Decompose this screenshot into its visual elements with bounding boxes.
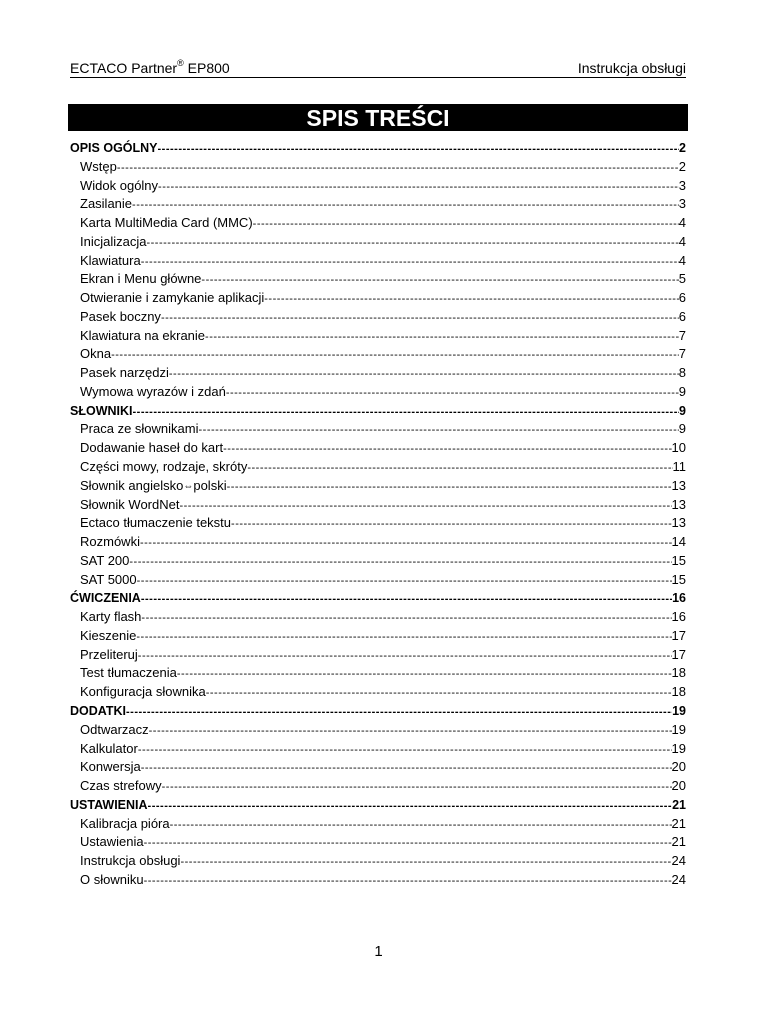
toc-section-entry[interactable] <box>70 702 686 721</box>
toc-entry[interactable] <box>70 214 686 233</box>
toc-page-number: 19 <box>671 721 686 737</box>
toc-entry[interactable] <box>70 740 686 759</box>
toc-entry[interactable] <box>70 777 686 796</box>
toc-page-number: 7 <box>678 346 686 362</box>
toc-entry[interactable] <box>70 871 686 890</box>
dot-leader <box>144 872 672 890</box>
toc-entry-label: Konwersja <box>80 759 141 775</box>
toc-page-number: 18 <box>671 684 686 700</box>
toc-entry[interactable] <box>70 552 686 571</box>
dot-leader <box>227 478 672 496</box>
toc-entry-label: SŁOWNIKI <box>70 403 133 418</box>
header-product-name <box>70 60 230 76</box>
toc-entry-label: Kieszenie <box>80 627 137 643</box>
toc-page-number: 6 <box>678 290 686 306</box>
toc-page-number: 20 <box>671 759 686 775</box>
toc-page-number: 5 <box>678 271 686 287</box>
toc-entry-label: Słownik WordNet <box>80 496 180 512</box>
toc-entry-label: Ectaco tłumaczenie tekstu <box>80 515 232 531</box>
toc-entry[interactable] <box>70 664 686 683</box>
toc-page-number: 14 <box>671 534 686 550</box>
toc-page-number: 20 <box>671 778 686 794</box>
dot-leader <box>148 797 673 815</box>
toc-entry-label: SAT 200 <box>80 552 130 568</box>
dot-leader <box>138 741 672 759</box>
toc-page-number: 17 <box>671 627 686 643</box>
toc-entry[interactable] <box>70 571 686 590</box>
dot-leader <box>161 309 679 327</box>
toc-entry[interactable] <box>70 646 686 665</box>
toc-entry-label: Kalibracja pióra <box>80 815 170 831</box>
toc-entry-label: Widok ogólny <box>80 177 159 193</box>
dot-leader <box>140 534 672 552</box>
toc-page-number: 4 <box>678 215 686 231</box>
registered-mark: ® <box>177 58 184 68</box>
toc-entry-label: Klawiatura na ekranie <box>80 327 206 343</box>
toc-entry[interactable] <box>70 608 686 627</box>
toc-page-number: 24 <box>671 853 686 869</box>
toc-page-number: 2 <box>679 141 686 155</box>
toc-entry[interactable] <box>70 327 686 346</box>
dot-leader <box>223 440 671 458</box>
toc-page-number: 3 <box>678 196 686 212</box>
toc-page-number: 18 <box>671 665 686 681</box>
toc-entry-label: Pasek narzędzi <box>80 365 169 381</box>
toc-entry[interactable] <box>70 420 686 439</box>
toc-entry-label: Wstęp <box>80 158 117 174</box>
toc-entry-label: Test tłumaczenia <box>80 665 177 681</box>
toc-page-number: 8 <box>678 365 686 381</box>
page-header <box>70 60 686 78</box>
toc-entry-label: DODATKI <box>70 703 127 718</box>
toc-page-number: 6 <box>678 308 686 324</box>
dot-leader <box>141 759 672 777</box>
toc-entry-label: Rozmówki <box>80 534 140 550</box>
dot-leader <box>162 778 672 796</box>
toc-page-number: 21 <box>671 834 686 850</box>
toc-entry-label: ĆWICZENIA <box>70 591 141 606</box>
dot-leader <box>141 609 671 627</box>
toc-entry-label: Okna <box>80 346 112 362</box>
header-model: EP800 <box>183 60 230 76</box>
toc-entry[interactable] <box>70 683 686 702</box>
dot-leader <box>133 403 680 421</box>
toc-page-number: 4 <box>678 252 686 268</box>
dot-leader <box>136 628 671 646</box>
dot-leader <box>201 271 678 289</box>
toc-entry-label: Dodawanie haseł do kart <box>80 440 224 456</box>
toc-entry[interactable] <box>70 252 686 271</box>
dot-leader <box>177 665 672 683</box>
dot-leader <box>141 590 672 608</box>
toc-entry-label: Karty flash <box>80 609 142 625</box>
toc-entry-label: Instrukcja obsługi <box>80 853 181 869</box>
dot-leader <box>205 328 679 346</box>
toc-page-number: 13 <box>671 515 686 531</box>
toc-entry-label: Inicjalizacja <box>80 233 147 249</box>
toc-entry-label-part: polski <box>193 477 227 493</box>
toc-entry-label: Klawiatura <box>80 252 141 268</box>
table-of-contents <box>70 139 686 890</box>
toc-section-entry[interactable] <box>70 402 686 421</box>
dot-leader <box>146 234 678 252</box>
toc-entry[interactable] <box>70 270 686 289</box>
toc-entry[interactable] <box>70 721 686 740</box>
toc-page-number: 2 <box>678 158 686 174</box>
toc-page-number: 19 <box>672 703 686 718</box>
dot-leader <box>132 196 679 214</box>
toc-page-number: 24 <box>671 871 686 887</box>
toc-entry[interactable] <box>70 627 686 646</box>
dot-leader <box>180 853 671 871</box>
toc-entry-label: Ustawienia <box>80 834 144 850</box>
toc-entry-label: Otwieranie i zamykanie aplikacji <box>80 290 265 306</box>
toc-entry-label: USTAWIENIA <box>70 797 148 812</box>
toc-entry-label: Ekran i Menu główne <box>80 271 202 287</box>
dot-leader <box>206 684 672 702</box>
toc-entry-label: O słowniku <box>80 871 144 887</box>
toc-page-number: 9 <box>679 403 686 418</box>
toc-entry[interactable] <box>70 496 686 515</box>
page-number: 1 <box>374 943 383 960</box>
dot-leader <box>111 346 679 364</box>
toc-entry-label: Konfiguracja słownika <box>80 684 206 700</box>
toc-entry[interactable] <box>70 289 686 308</box>
toc-entry[interactable] <box>70 514 686 533</box>
toc-entry-label: OPIS OGÓLNY <box>70 141 158 155</box>
toc-entry[interactable] <box>70 308 686 327</box>
toc-page-number: 15 <box>671 571 686 587</box>
toc-entry[interactable] <box>70 439 686 458</box>
toc-entry[interactable] <box>70 477 686 496</box>
dot-leader <box>158 140 680 158</box>
dot-leader <box>264 290 679 308</box>
dot-leader <box>169 365 679 383</box>
dot-leader <box>117 159 679 177</box>
toc-entry[interactable] <box>70 458 686 477</box>
dot-leader <box>158 178 679 196</box>
toc-page-number: 21 <box>672 797 686 812</box>
toc-entry-label <box>80 477 227 496</box>
toc-page-number: 7 <box>678 327 686 343</box>
toc-entry-label: Pasek boczny <box>80 308 161 324</box>
toc-entry[interactable] <box>70 833 686 852</box>
toc-entry[interactable] <box>70 177 686 196</box>
dot-leader <box>253 215 679 233</box>
dot-leader <box>129 553 671 571</box>
toc-entry-label: Odtwarzacz <box>80 721 149 737</box>
toc-page-number: 3 <box>678 177 686 193</box>
toc-page-number: 13 <box>671 496 686 512</box>
header-brand: ECTACO Partner <box>70 60 178 76</box>
header-manual-title: Instrukcja obsługi <box>577 60 686 76</box>
toc-entry[interactable] <box>70 158 686 177</box>
toc-entry[interactable] <box>70 533 686 552</box>
dot-leader <box>199 421 679 439</box>
toc-entry-label: Karta MultiMedia Card (MMC) <box>80 215 253 231</box>
dot-leader <box>170 816 672 834</box>
toc-entry[interactable] <box>70 195 686 214</box>
toc-page-number: 4 <box>678 233 686 249</box>
dot-leader <box>144 834 672 852</box>
toc-entry[interactable] <box>70 233 686 252</box>
toc-page-number: 13 <box>671 477 686 493</box>
toc-page-number: 19 <box>671 740 686 756</box>
toc-page-number: 17 <box>671 646 686 662</box>
toc-entry[interactable] <box>70 758 686 777</box>
toc-page-number: 16 <box>671 609 686 625</box>
toc-page-number: 11 <box>672 459 686 475</box>
double-arrow-icon: ⇔ <box>183 480 194 492</box>
toc-title: SPIS TREŚCI <box>68 104 688 131</box>
dot-leader <box>138 647 672 665</box>
dot-leader <box>231 515 672 533</box>
toc-entry[interactable] <box>70 383 686 402</box>
toc-entry-label: SAT 5000 <box>80 571 137 587</box>
toc-page-number: 9 <box>678 383 686 399</box>
toc-page-number: 15 <box>671 552 686 568</box>
toc-entry[interactable] <box>70 852 686 871</box>
toc-entry[interactable] <box>70 815 686 834</box>
dot-leader <box>226 384 679 402</box>
dot-leader <box>126 703 672 721</box>
dot-leader <box>179 497 671 515</box>
dot-leader <box>141 253 679 271</box>
toc-entry-label: Części mowy, rodzaje, skróty <box>80 459 248 475</box>
toc-entry-label: Kalkulator <box>80 740 138 756</box>
dot-leader <box>137 572 672 590</box>
toc-section-entry[interactable] <box>70 796 686 815</box>
toc-entry-label: Zasilanie <box>80 196 133 212</box>
toc-page-number: 16 <box>672 591 686 606</box>
toc-entry[interactable] <box>70 345 686 364</box>
toc-entry-label: Wymowa wyrazów i zdań <box>80 383 226 399</box>
toc-section-entry[interactable] <box>70 589 686 608</box>
toc-entry-label: Przeliteruj <box>80 646 138 662</box>
dot-leader <box>247 459 672 477</box>
toc-page-number: 9 <box>678 421 686 437</box>
toc-page-number: 10 <box>671 440 686 456</box>
toc-entry[interactable] <box>70 364 686 383</box>
toc-page-number: 21 <box>671 815 686 831</box>
toc-section-entry[interactable] <box>70 139 686 158</box>
toc-entry-label: Czas strefowy <box>80 778 162 794</box>
toc-entry-label: Praca ze słownikami <box>80 421 199 437</box>
dot-leader <box>149 722 672 740</box>
toc-entry-label-part: Słownik angielsko <box>80 477 184 493</box>
